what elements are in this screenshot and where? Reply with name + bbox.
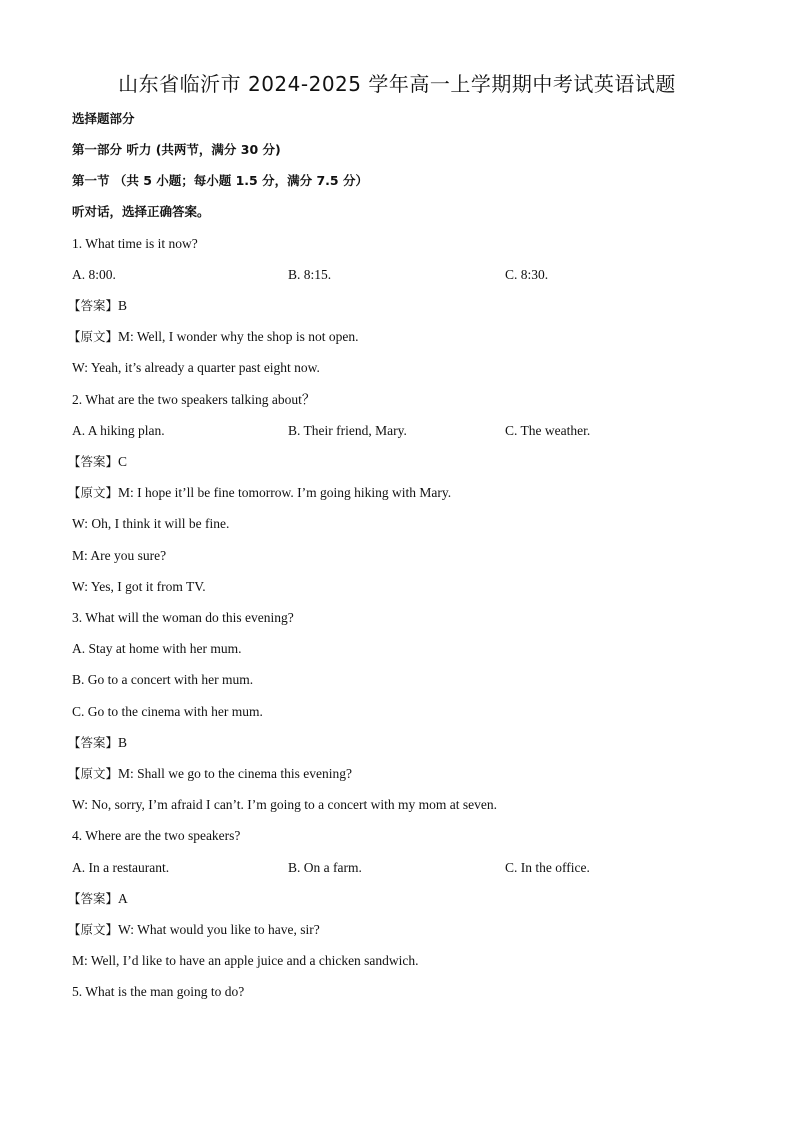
answer-value: C [118, 454, 128, 469]
question-4-answer [68, 890, 128, 908]
instruction: 听对话，选择正确答案。 [72, 204, 210, 219]
section1-heading: 第一节 （共 5 小题；每小题 1.5 分，满分 7.5 分） [72, 173, 368, 188]
transcript-text: W: What would you like to have, sir? [118, 922, 320, 937]
question-4-stem: 4. Where are the two speakers? [72, 828, 241, 843]
question-3-transcript-line [68, 765, 352, 783]
question-4-transcript-line [68, 921, 320, 939]
transcript-label: 【原文】 [68, 922, 119, 937]
question-1-option-a: A. 8:00. [72, 267, 116, 282]
document-title: 山东省临沂市 2024-2025 学年高一上学期期中考试英语试题 [118, 72, 676, 96]
answer-label: 【答案】 [68, 454, 119, 469]
transcript-text: M: Well, I wonder why the shop is not open. [118, 329, 359, 344]
question-1-answer [68, 297, 127, 315]
question-1-option-b: B. 8:15. [288, 267, 332, 282]
question-4-option-c: C. In the office. [505, 860, 590, 875]
answer-value: B [118, 735, 128, 750]
question-2-option-c: C. The weather. [505, 423, 591, 438]
answer-value: A [118, 891, 128, 906]
question-3-stem: 3. What will the woman do this evening? [72, 610, 294, 625]
answer-label: 【答案】 [68, 735, 119, 750]
question-2-stem: 2. What are the two speakers talking about？ [72, 392, 316, 407]
transcript-text: M: Shall we go to the cinema this evening? [118, 766, 352, 781]
question-2-transcript-line: W: Oh, I think it will be fine. [72, 516, 230, 531]
question-2-answer [68, 453, 127, 471]
question-4-transcript-line: M: Well, I’d like to have an apple juice and a chicken sandwich. [72, 953, 419, 968]
question-1-stem: 1. What time is it now? [72, 236, 198, 251]
answer-value: B [118, 298, 128, 313]
answer-label: 【答案】 [68, 891, 119, 906]
question-1-transcript-line: W: Yeah, it’s already a quarter past eight now. [72, 360, 320, 375]
transcript-text: M: I hope it’ll be fine tomorrow. I’m going hiking with Mary. [118, 485, 452, 500]
question-4-option-b: B. On a farm. [288, 860, 362, 875]
question-3-option-b: B. Go to a concert with her mum. [72, 672, 254, 687]
section-choice-heading: 选择题部分 [72, 111, 135, 126]
question-2-option-b: B. Their friend, Mary. [288, 423, 407, 438]
question-2-option-a: A. A hiking plan. [72, 423, 165, 438]
question-3-transcript-line: W: No, sorry, I’m afraid I can’t. I’m going to a concert with my mom at seven. [72, 797, 497, 812]
question-5-stem: 5. What is the man going to do? [72, 984, 245, 999]
question-3-option-a: A. Stay at home with her mum. [72, 641, 242, 656]
question-3-option-c: C. Go to the cinema with her mum. [72, 704, 263, 719]
question-2-transcript-line: W: Yes, I got it from TV. [72, 579, 206, 594]
question-1-option-c: C. 8:30. [505, 267, 549, 282]
question-1-transcript-line [68, 328, 359, 346]
question-4-option-a: A. In a restaurant. [72, 860, 170, 875]
answer-label: 【答案】 [68, 298, 119, 313]
transcript-label: 【原文】 [68, 329, 119, 344]
question-2-transcript-line: M: Are you sure? [72, 548, 167, 563]
transcript-label: 【原文】 [68, 766, 119, 781]
part1-heading: 第一部分 听力 (共两节，满分 30 分) [72, 142, 281, 157]
question-2-transcript-line [68, 484, 451, 502]
transcript-label: 【原文】 [68, 485, 119, 500]
question-3-answer [68, 734, 127, 752]
